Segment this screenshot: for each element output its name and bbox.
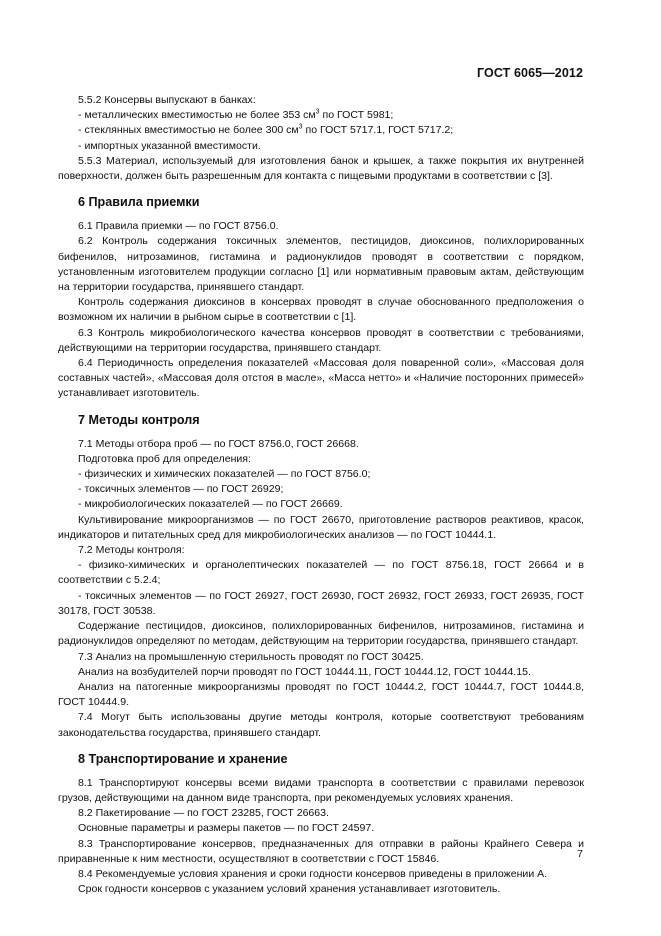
section-6-heading: 6 Правила приемки	[78, 195, 200, 210]
paragraph-7-1: 7.1 Методы отбора проб — по ГОСТ 8756.0, ГОСТ 26668.	[78, 437, 359, 450]
list-item: - импортных указанной вместимости.	[78, 139, 261, 152]
paragraph-7-4: 7.4 Могут быть использованы другие методы контроля, которые соответствуют требованиям законодательства государства, принявшего стандарт.	[58, 711, 584, 739]
list-item: - токсичных элементов — по ГОСТ 26927, ГОСТ 26930, ГОСТ 26932, ГОСТ 26933, ГОСТ 26935, ГОСТ 30178, ГОСТ 30538.	[58, 589, 584, 617]
list-item: - токсичных элементов — по ГОСТ 26929;	[78, 483, 284, 496]
list-item: - физико-химических и органолептических показателей — по ГОСТ 8756.18, ГОСТ 26664 и в соответствии с 5.2.4;	[58, 559, 584, 587]
paragraph-8-2-params: Основные параметры и размеры пакетов — по ГОСТ 24597.	[78, 822, 375, 835]
list-item: - микробиологических показателей — по ГОСТ 26669.	[78, 498, 343, 511]
paragraph-7-1-prep: Подготовка проб для определения:	[78, 452, 251, 465]
paragraph-8-4: 8.4 Рекомендуемые условия хранения и сроки годности консервов приведены в приложении А.	[78, 867, 548, 880]
paragraph-8-2: 8.2 Пакетирование — по ГОСТ 23285, ГОСТ 26663.	[78, 807, 329, 820]
paragraph-6-4: 6.4 Периодичность определения показателей «Массовая доля поваренной соли», «Массовая доля составных частей», «Массовая доля отстоя в масле», «Масса нетто» и «Наличие посторонних примесей» устанавливает изготовитель.	[58, 357, 584, 400]
paragraph-7-1-cultivation: Культивирование микроорганизмов — по ГОСТ 26670, приготовление растворов реактивов, красок, индикаторов и питательных сред для микробиологических анализов — по ГОСТ 10444.1.	[58, 513, 584, 541]
paragraph-7-2-contents: Содержание пестицидов, диоксинов, полихлорированных бифенилов, нитрозаминов, гистамина и радионуклидов определяют по методам, действующим на территории государства, принявшего стандарт.	[58, 620, 584, 648]
paragraph-6-1: 6.1 Правила приемки — по ГОСТ 8756.0.	[78, 220, 279, 233]
paragraph-6-2-dioxins: Контроль содержания диоксинов в консервах проводят в случае обоснованного предположения о возможном их наличии в рыбном сырье в соответствии с [1].	[58, 296, 584, 324]
list-item: - стеклянных вместимостью не более 300 $см^3$ по ГОСТ 5717.1, ГОСТ 5717.2;	[78, 123, 454, 137]
paragraph-8-1: 8.1 Транспортируют консервы всеми видами транспорта в соответствии с правилами перевозок грузов, действующими на данном виде транспорта, при рекомендуемых условиях хранения.	[58, 776, 584, 804]
paragraph-7-3: 7.3 Анализ на промышленную стерильность проводят по ГОСТ 30425.	[78, 650, 424, 663]
section-8-heading: 8 Транспортирование и хранение	[78, 751, 288, 766]
paragraph-5-5-3: 5.5.3 Материал, используемый для изготовления банок и крышек, а также покрытия их внутренней поверхности, должен быть разрешенным для контакта с пищевыми продуктами в соответствии с [3].	[58, 154, 584, 183]
paragraph-6-2: 6.2 Контроль содержания токсичных элементов, пестицидов, диоксинов, полихлорированных бифенилов, нитрозаминов, гистамина и радионуклидов проводят в соответствии с порядком, установленным изготовителем продукции согласно [1] или нормативным правовым актам, действующим на территории государства, принявшего стандарт.	[58, 235, 584, 294]
paragraph-7-3-pathogens: Анализ на патогенные микроорганизмы проводят по ГОСТ 10444.2, ГОСТ 10444.7, ГОСТ 10444.8, ГОСТ 10444.9.	[58, 680, 584, 709]
paragraph-8-3: 8.3 Транспортирование консервов, предназначенных для отправки в районы Крайнего Севера и приравненные к ним местности, осуществляют в соответствии с ГОСТ 15846.	[58, 837, 584, 865]
document-number: ГОСТ 6065—2012	[477, 66, 583, 80]
page-body	[58, 93, 584, 897]
section-7-heading: 7 Методы контроля	[78, 412, 200, 427]
list-item: - физических и химических показателей — по ГОСТ 8756.0;	[78, 468, 371, 481]
list-item: - металлических вместимостью не более 353 $см^3$ по ГОСТ 5981;	[78, 108, 394, 122]
page-number: 7	[577, 848, 583, 860]
paragraph-5-5-2: 5.5.2 Консервы выпускают в банках:	[78, 94, 256, 106]
paragraph-8-4-shelf-life: Срок годности консервов с указанием условий хранения устанавливает изготовитель.	[78, 883, 501, 896]
paragraph-7-3-spoilage: Анализ на возбудителей порчи проводят по ГОСТ 10444.11, ГОСТ 10444.12, ГОСТ 10444.15.	[78, 665, 531, 678]
paragraph-6-3: 6.3 Контроль микробиологического качества консервов проводят в соответствии с требованиями, действующими на территории государства, принявшего стандарт.	[58, 326, 584, 354]
paragraph-7-2: 7.2 Методы контроля:	[78, 544, 185, 557]
